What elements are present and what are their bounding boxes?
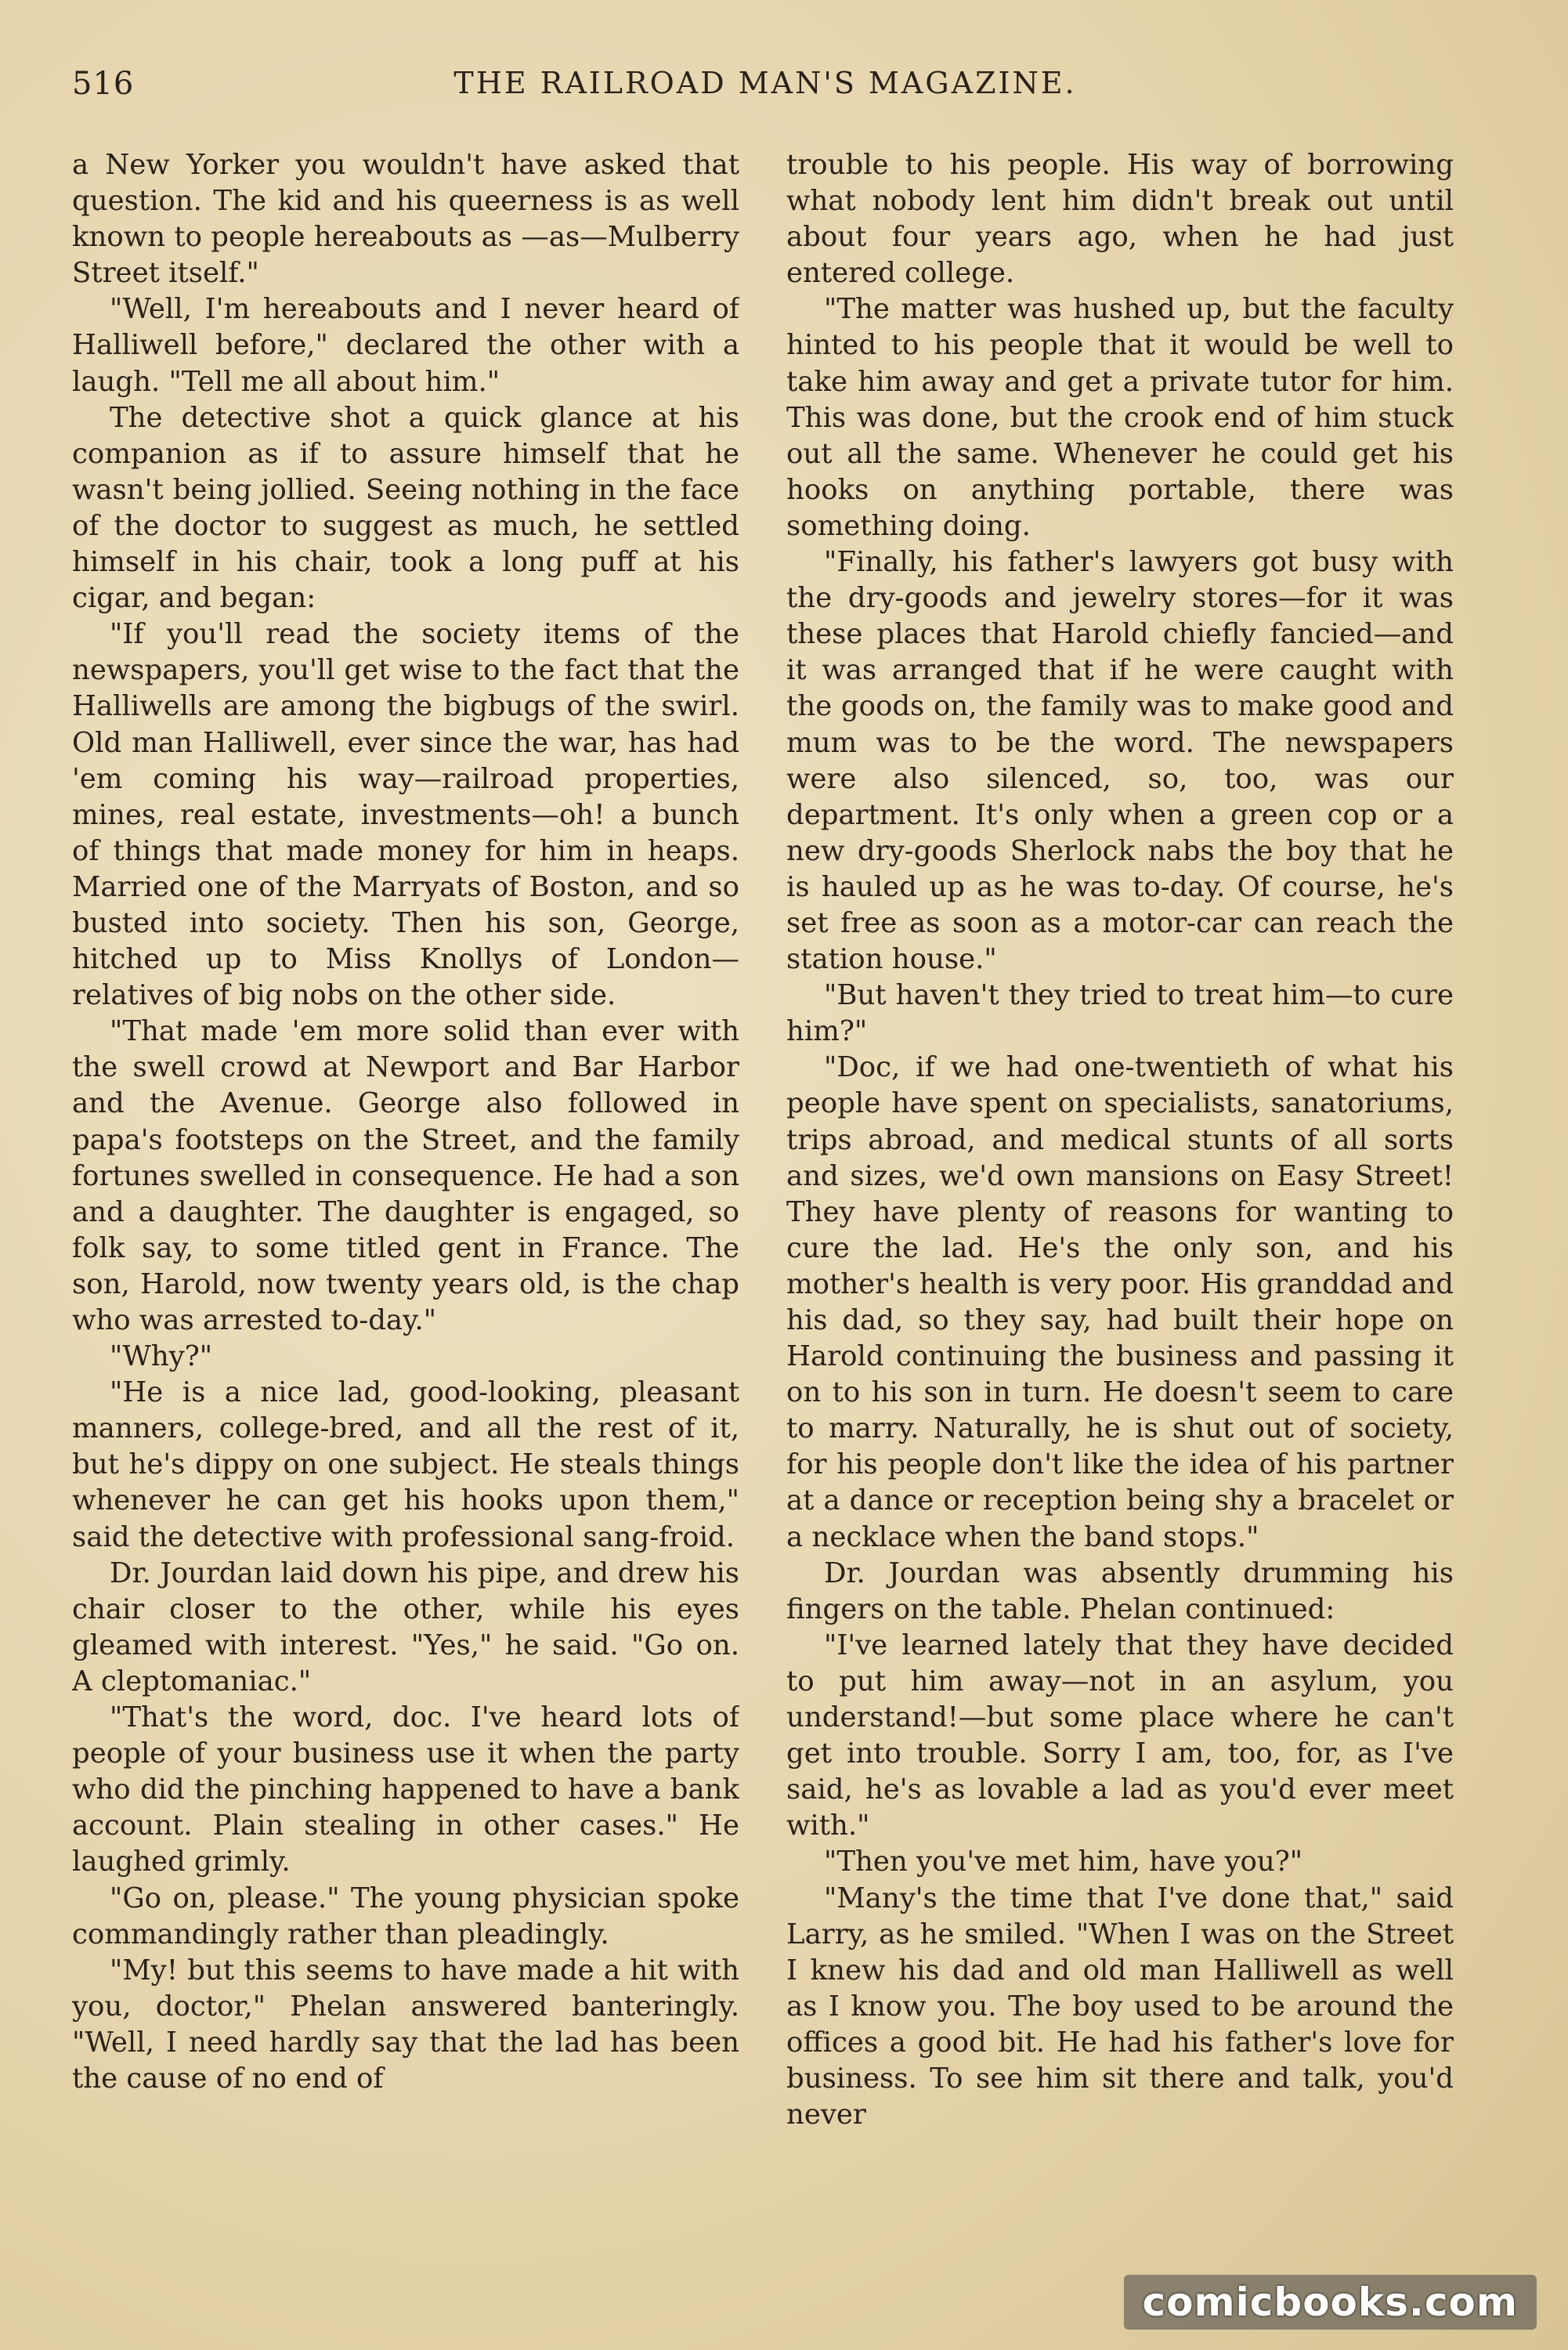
paragraph: "Why?": [110, 1340, 213, 1373]
paragraph: "The matter was hushed up, but the faculty hinted to his people that it would be well to take him away and get a private tutor for him. This was done, but the crook end of him stuck out all the same. Whenever he could get his hooks on anything portable, there was something doing.: [786, 293, 1454, 542]
paragraph: "But haven't they tried to treat him—to cure him?": [786, 979, 1454, 1048]
left-column: [72, 147, 739, 2262]
paragraph: a New Yorker you wouldn't have asked that question. The kid and his queerness is as well known to people hereabouts as —as—Mulberry Street itself.": [72, 149, 739, 290]
paragraph: "Well, I'm hereabouts and I never heard of Halliwell before," declared the other with a laugh. "Tell me all about him.": [72, 293, 739, 398]
page-header: [72, 66, 1458, 113]
paragraph: "Doc, if we had one-twentieth of what his people have spent on specialists, sanatoriums, trips abroad, and medical stunts of all sorts and sizes, we'd own mansions on Easy Street! They have plenty of reasons for wanting to cure the lad. He's the only son, and his mother's health is very poor. His granddad and his dad, so they say, had built their hope on Harold continuing the business and passing it on to his son in turn. He doesn't seem to care to marry. Naturally, he is shut out of society, for his people don't like the idea of his partner at a dance or reception being shy a bracelet or a necklace when the band stops.": [786, 1051, 1454, 1553]
paragraph: "Many's the time that I've done that," said Larry, as he smiled. "When I was on the Street I knew his dad and old man Halliwell as well as I know you. The boy used to be around the offices a good bit. He had his father's love for business. To see him sit there and talk, you'd never: [786, 1882, 1454, 2131]
running-head: THE RAILROAD MAN'S MAGAZINE.: [453, 66, 1077, 100]
paragraph: Dr. Jourdan was absently drumming his fingers on the table. Phelan continued:: [786, 1556, 1454, 1625]
paragraph: "I've learned lately that they have decided to put him away—not in an asylum, you understand!—but some place where he can't get into trouble. Sorry I am, too, for, as I've said, he's as lovable a lad as you'd ever meet with.": [786, 1629, 1454, 1842]
paragraph: The detective shot a quick glance at his companion as if to assure himself that he wasn't being jollied. Seeing nothing in the face of the doctor to suggest as much, he settled himself in his chair, took a long puff at his cigar, and began:: [72, 401, 739, 615]
paragraph: "That's the word, doc. I've heard lots of people of your business use it when the party who did the pinching happened to have a bank account. Plain stealing in other cases." He laughed grimly.: [72, 1701, 739, 1878]
paragraph: trouble to his people. His way of borrowing what nobody lent him didn't break out until about four years ago, when he had just entered college.: [786, 149, 1454, 290]
page-number: 516: [72, 66, 135, 102]
paragraph: "Go on, please." The young physician spoke commandingly rather than pleadingly.: [72, 1882, 739, 1950]
watermark-logo: comicbooks.com: [1124, 2275, 1537, 2330]
paragraph: "He is a nice lad, good-looking, pleasant manners, college-bred, and all the rest of it, but he's dippy on one subject. He steals things whenever he can get his hooks upon them," said the detective with professional sang-froid.: [72, 1376, 739, 1553]
paragraph: Dr. Jourdan laid down his pipe, and drew his chair closer to the other, while his eyes gleamed with interest. "Yes," he said. "Go on. A cleptomaniac.": [72, 1556, 739, 1697]
paragraph: "If you'll read the society items of the newspapers, you'll get wise to the fact that the Halliwells are among the bigbugs of the swirl. Old man Halliwell, ever since the war, has had 'em coming his way—railroad properties, mines, real estate, investments—oh! a bunch of things that made money for him in heaps. Married one of the Marryats of Boston, and so busted into society. Then his son, George, hitched up to Miss Knollys of London—relatives of big nobs on the other side.: [72, 618, 739, 1012]
right-column: [786, 147, 1454, 2262]
paragraph: "That made 'em more solid than ever with the swell crowd at Newport and Bar Harbor and the Avenue. George also followed in papa's footsteps on the Street, and the family fortunes swelled in consequence. He had a son and a daughter. The daughter is engaged, so folk say, to some titled gent in France. The son, Harold, now twenty years old, is the chap who was arrested to-day.": [72, 1015, 739, 1336]
paragraph: "My! but this seems to have made a hit with you, doctor," Phelan answered banteringly. "Well, I need hardly say that the lad has been the cause of no end of: [72, 1954, 739, 2095]
paragraph: "Then you've met him, have you?": [824, 1846, 1303, 1878]
paragraph: "Finally, his father's lawyers got busy with the dry-goods and jewelry stores—for it was these places that Harold chiefly fancied—and it was arranged that if he were caught with the goods on, the family was to make good and mum was to be the word. The newspapers were also silenced, so, too, was our department. It's only when a green cop or a new dry-goods Sherlock nabs the boy that he is hauled up as he was to-day. Of course, he's set free as soon as a motor-car can reach the station house.": [786, 546, 1454, 976]
